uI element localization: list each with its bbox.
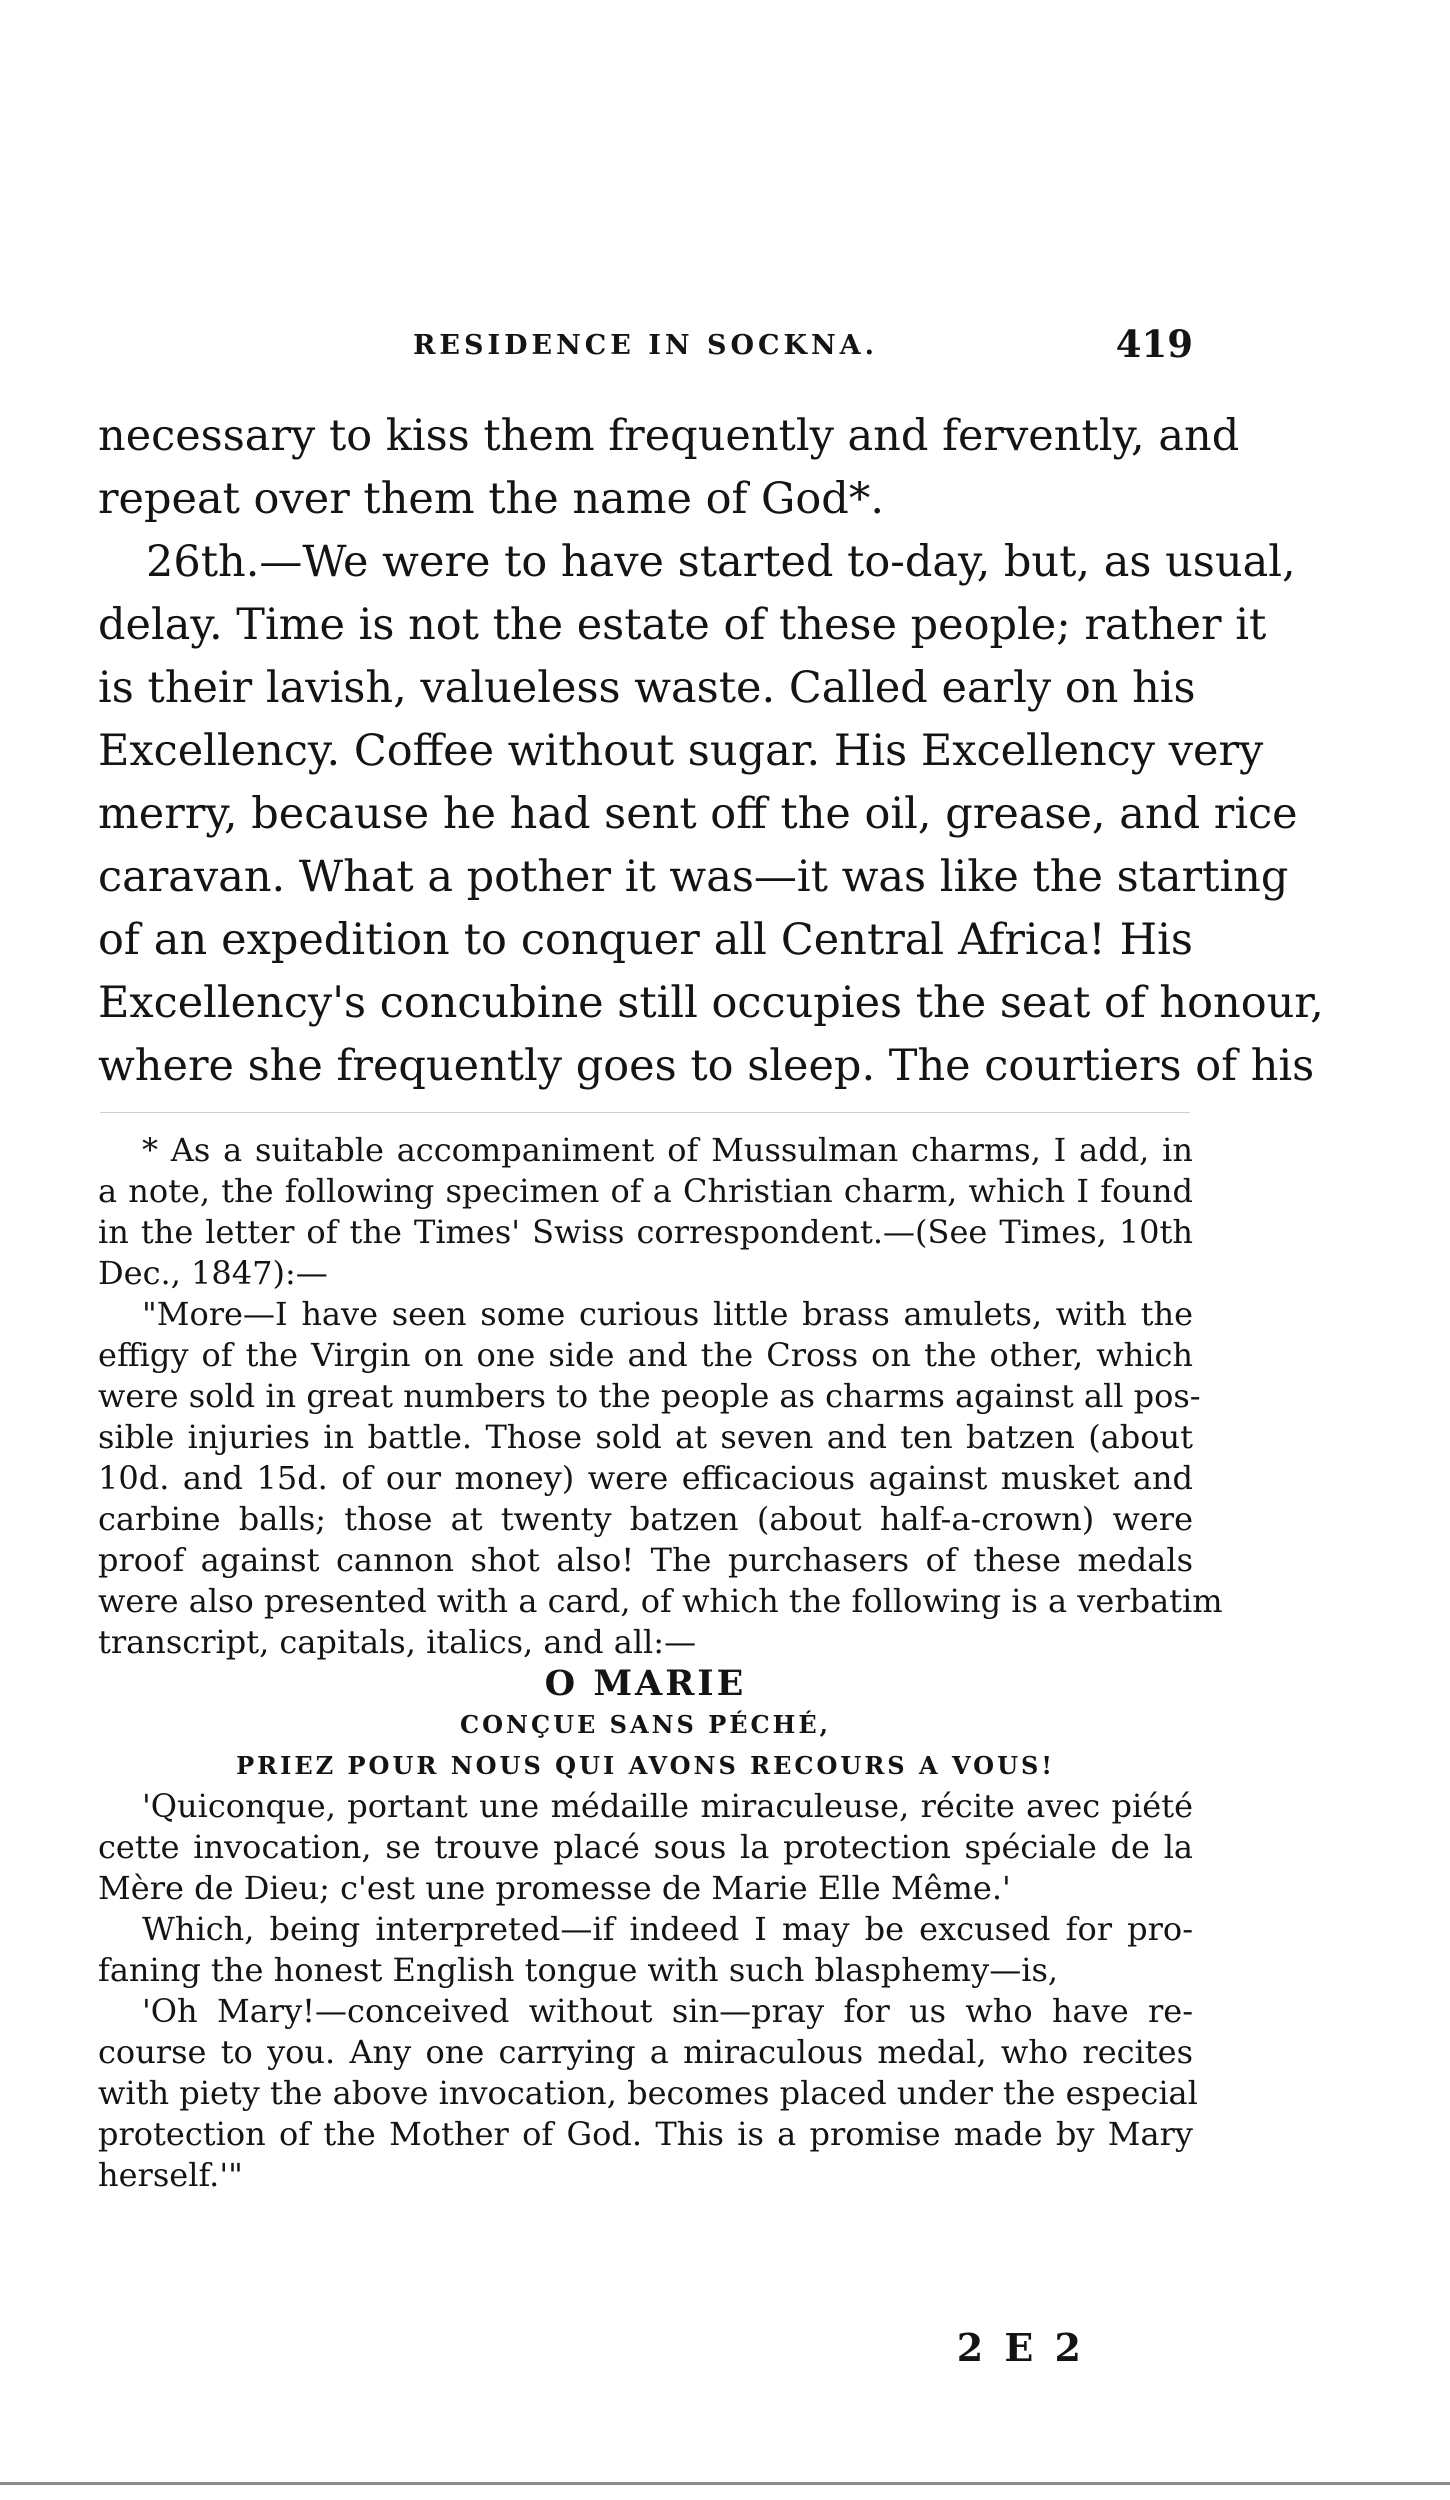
footnote-line: were also presented with a card, of which the following is a verbatim xyxy=(98,1582,1223,1620)
running-title: RESIDENCE IN SOCKNA. xyxy=(412,330,878,361)
footnote-line: effigy of the Virgin on one side and the Cross on the other, which xyxy=(98,1336,1193,1374)
body-line: Excellency's concubine still occupies the seat of honour, xyxy=(98,978,1324,1028)
footnote-line: 10d. and 15d. of our money) were efficacious against musket and xyxy=(98,1459,1193,1497)
body-line: repeat over them the name of God*. xyxy=(98,474,884,524)
footnote-divider xyxy=(100,1112,1190,1113)
signature-mark: 2 E 2 xyxy=(956,2325,1085,2370)
page-number: 419 xyxy=(1115,322,1193,366)
translation-line: protection of the Mother of God. This is a promise made by Mary xyxy=(98,2115,1193,2153)
translation-line: faning the honest English tongue with such blasphemy—is, xyxy=(98,1951,1059,1989)
body-line: merry, because he had sent off the oil, grease, and rice xyxy=(98,789,1298,839)
translation-line: with piety the above invocation, becomes placed under the especial xyxy=(98,2074,1198,2112)
page-edge xyxy=(0,2482,1450,2485)
footnote-line: were sold in great numbers to the people as charms against all pos- xyxy=(98,1377,1201,1415)
french-line: 'Quiconque, portant une médaille miraculeuse, récite avec piété xyxy=(142,1787,1193,1825)
body-line: is their lavish, valueless waste. Called early on his xyxy=(98,663,1196,713)
body-line: Excellency. Coffee without sugar. His Excellency very xyxy=(98,726,1264,776)
footnote-line: Dec., 1847):— xyxy=(98,1254,328,1292)
translation-line: herself.'" xyxy=(98,2156,243,2194)
main-text xyxy=(98,405,1324,1098)
translation-line: Which, being interpreted—if indeed I may be excused for pro- xyxy=(142,1910,1193,1948)
invocation-line: CONÇUE SANS PÉCHÉ, xyxy=(460,1710,831,1739)
footnote-line: a note, the following specimen of a Christian charm, which I found xyxy=(98,1172,1193,1210)
footnote-line: * As a suitable accompaniment of Mussulman charms, I add, in xyxy=(142,1131,1193,1169)
footnote-line: in the letter of the Times' Swiss correspondent.—(See Times, 10th xyxy=(98,1213,1193,1251)
body-line: delay. Time is not the estate of these people; rather it xyxy=(98,600,1267,650)
translation-line: 'Oh Mary!—conceived without sin—pray for us who have re- xyxy=(142,1992,1193,2030)
french-line: cette invocation, se trouve placé sous la protection spéciale de la xyxy=(98,1828,1193,1866)
footnote-line: transcript, capitals, italics, and all:— xyxy=(98,1623,697,1661)
body-line: 26th.—We were to have started to-day, but, as usual, xyxy=(146,537,1296,587)
footnote-line: proof against cannon shot also! The purchasers of these medals xyxy=(98,1541,1193,1579)
invocation-line: O MARIE xyxy=(544,1663,747,1704)
invocation-line: PRIEZ POUR NOUS QUI AVONS RECOURS A VOUS! xyxy=(236,1751,1055,1780)
running-head xyxy=(98,322,1193,372)
translation-line: course to you. Any one carrying a miraculous medal, who recites xyxy=(98,2033,1193,2071)
body-line: necessary to kiss them frequently and fervently, and xyxy=(98,411,1240,461)
footnote xyxy=(98,1130,1223,2196)
body-line: where she frequently goes to sleep. The courtiers of his xyxy=(98,1041,1315,1091)
body-line: caravan. What a pother it was—it was like the starting xyxy=(98,852,1289,902)
french-line: Mère de Dieu; c'est une promesse de Marie Elle Même.' xyxy=(98,1869,1011,1907)
footnote-line: carbine balls; those at twenty batzen (about half-a-crown) were xyxy=(98,1500,1193,1538)
footnote-line: "More—I have seen some curious little brass amulets, with the xyxy=(142,1295,1193,1333)
footnote-line: sible injuries in battle. Those sold at seven and ten batzen (about xyxy=(98,1418,1193,1456)
body-line: of an expedition to conquer all Central Africa! His xyxy=(98,915,1193,965)
